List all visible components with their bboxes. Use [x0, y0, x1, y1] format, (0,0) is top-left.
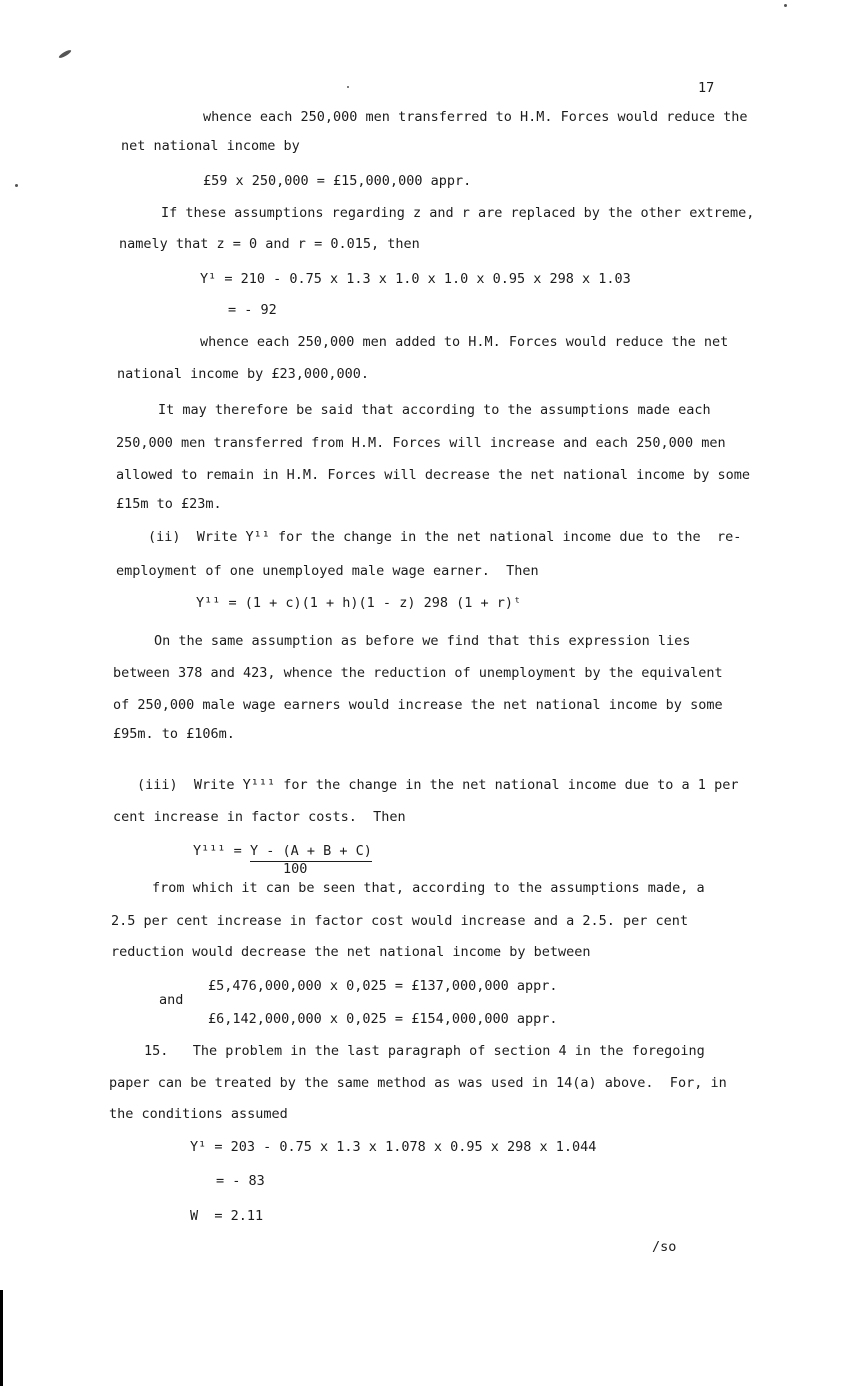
- equation-line: £59 x 250,000 = £15,000,000 appr.: [203, 173, 472, 189]
- catchword: /so: [652, 1239, 677, 1255]
- text-line: allowed to remain in H.M. Forces will decrease the net national income by some: [116, 467, 750, 483]
- text-line: (ii) Write Y¹¹ for the change in the net national income due to the re-: [148, 529, 742, 545]
- text-line: net national income by: [121, 138, 300, 154]
- scan-speck: [784, 4, 787, 7]
- text-line: 250,000 men transferred from H.M. Forces will increase and each 250,000 men: [116, 435, 726, 451]
- scan-mark: [58, 49, 72, 59]
- equation-line: Y¹¹¹ =: [193, 843, 242, 859]
- text-line: 2.5 per cent increase in factor cost would increase and a 2.5. per cent: [111, 913, 689, 929]
- text-line: On the same assumption as before we find that this expression lies: [154, 633, 691, 649]
- equation-line: = - 83: [216, 1173, 265, 1189]
- equation-line: W = 2.11: [190, 1208, 264, 1224]
- section-heading: 15. The problem in the last paragraph of section 4 in the foregoing: [144, 1043, 705, 1059]
- scan-edge-shadow: [0, 1290, 3, 1386]
- text-line: namely that z = 0 and r = 0.015, then: [119, 236, 420, 252]
- text-line: paper can be treated by the same method as was used in 14(a) above. For, in: [109, 1075, 727, 1091]
- text-line: and: [159, 992, 184, 1008]
- text-line: between 378 and 423, whence the reduction of unemployment by the equivalent: [113, 665, 723, 681]
- fraction-denominator: 100: [283, 861, 308, 877]
- equation-line: £5,476,000,000 x 0,025 = £137,000,000 appr.: [208, 978, 558, 994]
- equation-line: £6,142,000,000 x 0,025 = £154,000,000 appr.: [208, 1011, 558, 1027]
- fraction-numerator: Y - (A + B + C): [250, 843, 372, 862]
- equation-line: Y¹¹ = (1 + c)(1 + h)(1 - z) 298 (1 + r)ᵗ: [196, 595, 522, 611]
- text-line: £95m. to £106m.: [113, 726, 235, 742]
- scan-speck: [347, 86, 349, 88]
- text-line: of 250,000 male wage earners would increase the net national income by some: [113, 697, 723, 713]
- text-line: cent increase in factor costs. Then: [113, 809, 406, 825]
- text-line: from which it can be seen that, according to the assumptions made, a: [152, 880, 705, 896]
- text-line: whence each 250,000 men transferred to H.M. Forces would reduce the: [203, 109, 748, 125]
- text-line: £15m to £23m.: [116, 496, 222, 512]
- text-line: the conditions assumed: [109, 1106, 288, 1122]
- text-line: If these assumptions regarding z and r are replaced by the other extreme,: [161, 205, 755, 221]
- equation-line: Y¹ = 210 - 0.75 x 1.3 x 1.0 x 1.0 x 0.95 x 298 x 1.03: [200, 271, 631, 287]
- equation-line: = - 92: [228, 302, 277, 318]
- text-line: national income by £23,000,000.: [117, 366, 369, 382]
- text-line: whence each 250,000 men added to H.M. Forces would reduce the net: [200, 334, 729, 350]
- text-line: It may therefore be said that according to the assumptions made each: [158, 402, 711, 418]
- text-line: (iii) Write Y¹¹¹ for the change in the net national income due to a 1 per: [137, 777, 739, 793]
- scan-speck: [15, 184, 18, 187]
- equation-line: Y¹ = 203 - 0.75 x 1.3 x 1.078 x 0.95 x 298 x 1.044: [190, 1139, 597, 1155]
- text-line: employment of one unemployed male wage earner. Then: [116, 563, 539, 579]
- page-number: 17: [698, 80, 715, 96]
- text-line: reduction would decrease the net national income by between: [111, 944, 591, 960]
